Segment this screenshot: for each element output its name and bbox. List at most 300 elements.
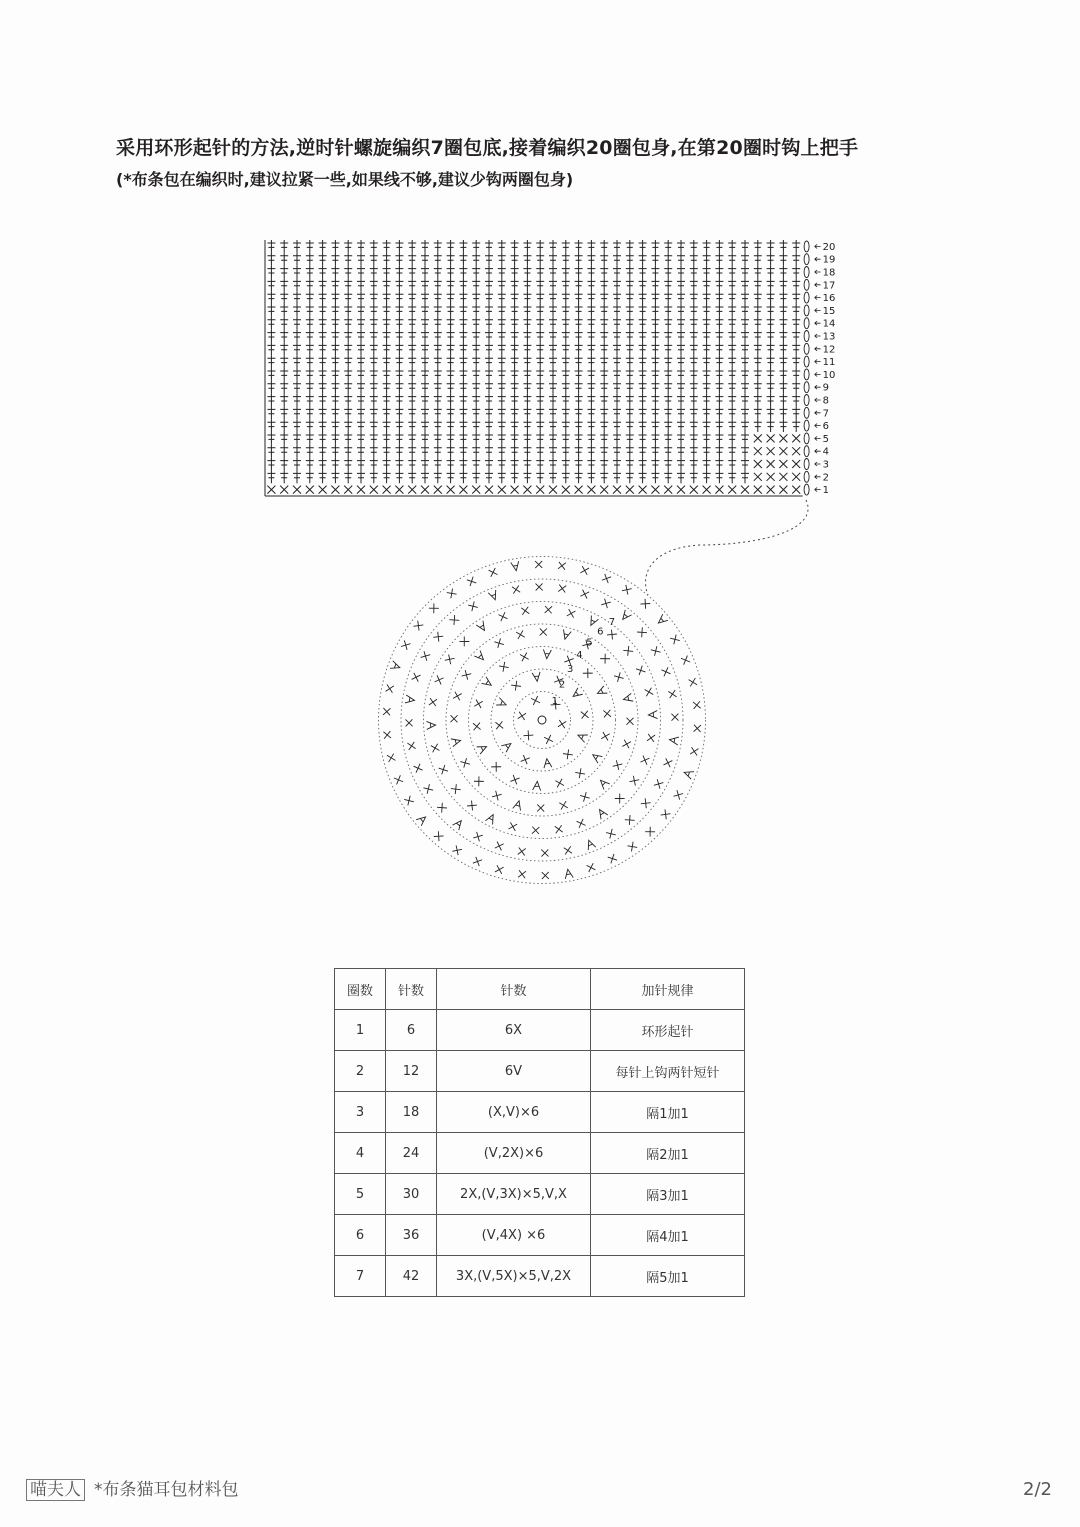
- hdc-stitch: [587, 470, 595, 483]
- sc-stitch: [468, 601, 478, 611]
- hdc-stitch: [664, 445, 672, 458]
- hdc-stitch: [267, 368, 275, 381]
- hdc-stitch: [639, 445, 647, 458]
- hdc-stitch: [523, 291, 531, 304]
- hdc-stitch: [600, 355, 608, 368]
- hdc-stitch: [754, 419, 762, 432]
- hdc-stitch: [485, 355, 493, 368]
- chain-loop: [804, 484, 809, 495]
- hdc-stitch: [703, 470, 711, 483]
- hdc-stitch: [575, 253, 583, 266]
- row-arrow: [815, 283, 821, 287]
- hdc-stitch: [383, 432, 391, 445]
- hdc-stitch: [267, 317, 275, 330]
- hdc-stitch: [267, 266, 275, 279]
- hdc-stitch: [587, 291, 595, 304]
- row-label: 16: [822, 293, 836, 305]
- hdc-stitch: [741, 458, 749, 471]
- sc-stitch: [408, 486, 416, 494]
- hdc-stitch: [562, 368, 570, 381]
- hdc-stitch: [331, 394, 339, 407]
- hdc-stitch: [331, 240, 339, 253]
- cell-rule: 隔4加1: [591, 1215, 745, 1256]
- hdc-stitch: [677, 432, 685, 445]
- hdc-stitch: [587, 266, 595, 279]
- hdc-stitch: [472, 291, 480, 304]
- hdc-stitch: [728, 317, 736, 330]
- hdc-stitch: [434, 253, 442, 266]
- hdc-stitch: [562, 240, 570, 253]
- hdc-stitch: [383, 445, 391, 458]
- hdc-stitch: [549, 342, 557, 355]
- hdc-stitch: [626, 381, 634, 394]
- hdc-stitch: [293, 330, 301, 343]
- row-arrow: [815, 475, 821, 479]
- sc-stitch: [564, 846, 572, 854]
- sc-stitch: [492, 791, 502, 801]
- increase-stitch: [501, 740, 513, 752]
- hdc-stitch: [319, 278, 327, 291]
- increase-stitch: [533, 781, 542, 791]
- hdc-stitch: [472, 394, 480, 407]
- hdc-stitch: [549, 432, 557, 445]
- hdc-stitch: [267, 394, 275, 407]
- hdc-stitch: [677, 266, 685, 279]
- sc-stitch: [792, 473, 800, 481]
- hdc-stitch: [536, 470, 544, 483]
- increase-stitch: [488, 590, 499, 601]
- hdc-stitch: [549, 240, 557, 253]
- increase-stitch: [648, 711, 657, 719]
- hdc-stitch: [728, 368, 736, 381]
- round-guide-dotted: [401, 579, 683, 861]
- hdc-stitch: [703, 304, 711, 317]
- hdc-stitch: [498, 342, 506, 355]
- sc-stitch: [600, 654, 610, 664]
- sc-stitch: [412, 673, 421, 682]
- hdc-stitch: [306, 278, 314, 291]
- hdc-stitch: [293, 381, 301, 394]
- hdc-stitch: [779, 342, 787, 355]
- sc-stitch: [459, 486, 467, 494]
- sc-stitch: [404, 796, 414, 806]
- hdc-stitch: [575, 291, 583, 304]
- hdc-stitch: [715, 342, 723, 355]
- sc-stitch: [600, 486, 608, 494]
- hdc-stitch: [472, 470, 480, 483]
- hdc-stitch: [408, 381, 416, 394]
- hdc-stitch: [331, 291, 339, 304]
- hdc-stitch: [562, 355, 570, 368]
- hdc-stitch: [626, 368, 634, 381]
- hdc-stitch: [613, 445, 621, 458]
- hdc-stitch: [498, 445, 506, 458]
- hdc-stitch: [280, 266, 288, 279]
- hdc-stitch: [447, 240, 455, 253]
- hdc-stitch: [536, 445, 544, 458]
- sc-stitch: [383, 708, 390, 715]
- hdc-stitch: [485, 470, 493, 483]
- hdc-stitch: [549, 445, 557, 458]
- hdc-stitch: [600, 278, 608, 291]
- hdc-stitch: [498, 406, 506, 419]
- hdc-stitch: [293, 445, 301, 458]
- hdc-stitch: [664, 394, 672, 407]
- hdc-stitch: [779, 330, 787, 343]
- hdc-stitch: [703, 458, 711, 471]
- sc-stitch: [613, 486, 621, 494]
- hdc-stitch: [715, 406, 723, 419]
- header-round: 圈数: [335, 969, 386, 1010]
- hdc-stitch: [587, 304, 595, 317]
- hdc-stitch: [715, 458, 723, 471]
- hdc-stitch: [434, 317, 442, 330]
- hdc-stitch: [587, 317, 595, 330]
- hdc-stitch: [651, 445, 659, 458]
- hdc-stitch: [434, 419, 442, 432]
- sc-stitch: [575, 486, 583, 494]
- hdc-stitch: [754, 304, 762, 317]
- sc-stitch: [641, 798, 651, 808]
- hdc-stitch: [792, 266, 800, 279]
- hdc-stitch: [293, 253, 301, 266]
- sc-stitch: [639, 486, 647, 494]
- hdc-stitch: [523, 381, 531, 394]
- sc-stitch: [331, 486, 339, 494]
- hdc-stitch: [728, 419, 736, 432]
- hdc-stitch: [536, 304, 544, 317]
- hdc-stitch: [549, 330, 557, 343]
- sc-stitch: [779, 473, 787, 481]
- hdc-stitch: [370, 406, 378, 419]
- increase-stitch: [482, 677, 494, 689]
- sc-stitch: [792, 486, 800, 494]
- sc-stitch: [627, 842, 637, 852]
- hdc-stitch: [280, 330, 288, 343]
- sc-stitch: [531, 696, 540, 705]
- hdc-stitch: [485, 406, 493, 419]
- hdc-stitch: [536, 458, 544, 471]
- hdc-stitch: [754, 278, 762, 291]
- hdc-stitch: [664, 432, 672, 445]
- hdc-stitch: [421, 432, 429, 445]
- sc-stitch: [651, 646, 661, 656]
- sc-stitch: [431, 744, 440, 753]
- sc-stitch: [405, 719, 412, 726]
- hdc-stitch: [267, 445, 275, 458]
- hdc-stitch: [434, 470, 442, 483]
- hdc-stitch: [767, 330, 775, 343]
- hdc-stitch: [434, 445, 442, 458]
- hdc-stitch: [613, 317, 621, 330]
- hdc-stitch: [792, 406, 800, 419]
- row-arrow: [815, 398, 821, 402]
- sc-stitch: [767, 447, 775, 455]
- hdc-stitch: [267, 240, 275, 253]
- hdc-stitch: [370, 240, 378, 253]
- hdc-stitch: [293, 470, 301, 483]
- sc-stitch: [370, 486, 378, 494]
- sc-stitch: [386, 684, 394, 692]
- hdc-stitch: [767, 304, 775, 317]
- hdc-stitch: [664, 253, 672, 266]
- hdc-stitch: [549, 470, 557, 483]
- increase-stitch: [477, 743, 489, 754]
- hdc-stitch: [715, 470, 723, 483]
- cell-pattern: 6V: [437, 1051, 591, 1092]
- hdc-stitch: [447, 330, 455, 343]
- sc-stitch: [447, 589, 457, 599]
- hdc-stitch: [562, 381, 570, 394]
- row-label: 1: [822, 485, 829, 497]
- hdc-stitch: [703, 317, 711, 330]
- sc-stitch: [523, 486, 531, 494]
- hdc-stitch: [280, 291, 288, 304]
- header-stitch-pattern: 针数: [437, 969, 591, 1010]
- pattern-table: [334, 968, 745, 1297]
- hdc-stitch: [575, 342, 583, 355]
- hdc-stitch: [447, 381, 455, 394]
- hdc-stitch: [741, 419, 749, 432]
- hdc-stitch: [383, 381, 391, 394]
- chain-loop: [804, 420, 809, 431]
- hdc-stitch: [395, 291, 403, 304]
- hdc-stitch: [357, 291, 365, 304]
- hdc-stitch: [523, 266, 531, 279]
- hdc-stitch: [267, 406, 275, 419]
- hdc-stitch: [319, 291, 327, 304]
- hdc-stitch: [319, 368, 327, 381]
- hdc-stitch: [370, 419, 378, 432]
- table-row: [335, 1133, 745, 1174]
- hdc-stitch: [613, 330, 621, 343]
- sc-stitch: [447, 486, 455, 494]
- hdc-stitch: [344, 470, 352, 483]
- hdc-stitch: [511, 240, 519, 253]
- increase-stitch: [496, 698, 507, 709]
- hdc-stitch: [562, 291, 570, 304]
- sc-stitch: [767, 460, 775, 468]
- hdc-stitch: [651, 381, 659, 394]
- hdc-stitch: [421, 419, 429, 432]
- chain-loop: [804, 279, 809, 290]
- hdc-stitch: [728, 291, 736, 304]
- sc-stitch: [549, 486, 557, 494]
- hdc-stitch: [587, 342, 595, 355]
- round-guide-dotted: [491, 669, 593, 771]
- hdc-stitch: [600, 368, 608, 381]
- hdc-stitch: [447, 432, 455, 445]
- hdc-stitch: [792, 419, 800, 432]
- hdc-stitch: [267, 419, 275, 432]
- hdc-stitch: [690, 470, 698, 483]
- hdc-stitch: [587, 368, 595, 381]
- hdc-stitch: [485, 458, 493, 471]
- sc-stitch: [453, 692, 462, 701]
- hdc-stitch: [677, 291, 685, 304]
- hdc-stitch: [485, 278, 493, 291]
- hdc-stitch: [395, 419, 403, 432]
- hdc-stitch: [587, 330, 595, 343]
- hdc-stitch: [383, 240, 391, 253]
- hdc-stitch: [306, 406, 314, 419]
- hdc-stitch: [434, 240, 442, 253]
- hdc-stitch: [267, 381, 275, 394]
- hdc-stitch: [370, 368, 378, 381]
- hdc-stitch: [741, 470, 749, 483]
- chain-loop: [804, 267, 809, 278]
- hdc-stitch: [575, 419, 583, 432]
- hdc-stitch: [306, 317, 314, 330]
- hdc-stitch: [664, 330, 672, 343]
- table-row: [335, 1256, 745, 1297]
- hdc-stitch: [434, 355, 442, 368]
- sc-stitch: [581, 711, 589, 719]
- row-arrow: [815, 360, 821, 364]
- hdc-stitch: [523, 458, 531, 471]
- sc-stitch: [671, 714, 678, 721]
- hdc-stitch: [690, 240, 698, 253]
- hdc-stitch: [370, 470, 378, 483]
- hdc-stitch: [664, 278, 672, 291]
- sc-stitch: [429, 698, 437, 706]
- sc-stitch: [512, 585, 520, 593]
- hdc-stitch: [587, 253, 595, 266]
- sc-stitch: [473, 723, 481, 731]
- row-arrow: [815, 296, 821, 300]
- hdc-stitch: [549, 368, 557, 381]
- hdc-stitch: [434, 458, 442, 471]
- hdc-stitch: [651, 355, 659, 368]
- hdc-stitch: [280, 445, 288, 458]
- sc-stitch: [728, 486, 736, 494]
- hdc-stitch: [626, 253, 634, 266]
- hdc-stitch: [523, 368, 531, 381]
- hdc-stitch: [472, 432, 480, 445]
- hdc-stitch: [293, 406, 301, 419]
- sc-stitch: [523, 730, 533, 740]
- hdc-stitch: [575, 304, 583, 317]
- chain-loop: [804, 407, 809, 418]
- hdc-stitch: [562, 330, 570, 343]
- sc-stitch: [536, 486, 544, 494]
- row-arrow: [815, 244, 821, 248]
- hdc-stitch: [767, 419, 775, 432]
- hdc-stitch: [728, 458, 736, 471]
- sc-stitch: [792, 460, 800, 468]
- hdc-stitch: [421, 470, 429, 483]
- hdc-stitch: [511, 470, 519, 483]
- hdc-stitch: [575, 445, 583, 458]
- hdc-stitch: [306, 342, 314, 355]
- hdc-stitch: [690, 394, 698, 407]
- hdc-stitch: [767, 278, 775, 291]
- hdc-stitch: [447, 394, 455, 407]
- hdc-stitch: [626, 406, 634, 419]
- hdc-stitch: [395, 470, 403, 483]
- hdc-stitch: [472, 368, 480, 381]
- hdc-stitch: [344, 458, 352, 471]
- hdc-stitch: [792, 304, 800, 317]
- hdc-stitch: [459, 330, 467, 343]
- hdc-stitch: [383, 368, 391, 381]
- header-stitch-count: 针数: [386, 969, 437, 1010]
- hdc-stitch: [792, 240, 800, 253]
- hdc-stitch: [485, 253, 493, 266]
- hdc-stitch: [306, 355, 314, 368]
- hdc-stitch: [741, 368, 749, 381]
- hdc-stitch: [677, 330, 685, 343]
- sc-stitch: [498, 612, 507, 621]
- hdc-stitch: [395, 342, 403, 355]
- hdc-stitch: [344, 266, 352, 279]
- hdc-stitch: [536, 419, 544, 432]
- hdc-stitch: [741, 240, 749, 253]
- hdc-stitch: [626, 304, 634, 317]
- hdc-stitch: [562, 406, 570, 419]
- sc-stitch: [429, 603, 439, 613]
- hdc-stitch: [485, 266, 493, 279]
- sc-stitch: [558, 585, 566, 593]
- hdc-stitch: [664, 266, 672, 279]
- hdc-stitch: [370, 458, 378, 471]
- sc-stitch: [580, 792, 590, 802]
- table-row: [335, 1010, 745, 1051]
- hdc-stitch: [280, 240, 288, 253]
- hdc-stitch: [664, 381, 672, 394]
- sc-stitch: [413, 621, 423, 631]
- hdc-stitch: [459, 278, 467, 291]
- hdc-stitch: [536, 253, 544, 266]
- hdc-stitch: [280, 381, 288, 394]
- hdc-stitch: [267, 253, 275, 266]
- hdc-stitch: [779, 240, 787, 253]
- sc-stitch: [645, 688, 654, 697]
- hdc-stitch: [715, 381, 723, 394]
- sc-stitch: [489, 568, 498, 577]
- hdc-stitch: [280, 368, 288, 381]
- hdc-stitch: [639, 394, 647, 407]
- sc-stitch: [603, 710, 611, 718]
- hdc-stitch: [754, 330, 762, 343]
- hdc-stitch: [319, 381, 327, 394]
- increase-stitch: [571, 688, 583, 700]
- hdc-stitch: [690, 406, 698, 419]
- hdc-stitch: [536, 291, 544, 304]
- sc-stitch: [518, 847, 526, 855]
- cell-pattern: (X,V)×6: [437, 1092, 591, 1133]
- hdc-stitch: [511, 266, 519, 279]
- hdc-stitch: [754, 240, 762, 253]
- sc-stitch: [434, 486, 442, 494]
- hdc-stitch: [587, 419, 595, 432]
- cell-round: 3: [335, 1092, 386, 1133]
- hdc-stitch: [664, 304, 672, 317]
- sc-stitch: [495, 721, 503, 729]
- row-arrow: [815, 334, 821, 338]
- sc-stitch: [491, 762, 501, 772]
- hdc-stitch: [600, 330, 608, 343]
- hdc-stitch: [306, 291, 314, 304]
- hdc-stitch: [779, 381, 787, 394]
- hdc-stitch: [280, 317, 288, 330]
- hdc-stitch: [395, 368, 403, 381]
- hdc-stitch: [575, 458, 583, 471]
- hdc-stitch: [408, 445, 416, 458]
- hdc-stitch: [536, 355, 544, 368]
- hdc-stitch: [383, 470, 391, 483]
- hdc-stitch: [651, 470, 659, 483]
